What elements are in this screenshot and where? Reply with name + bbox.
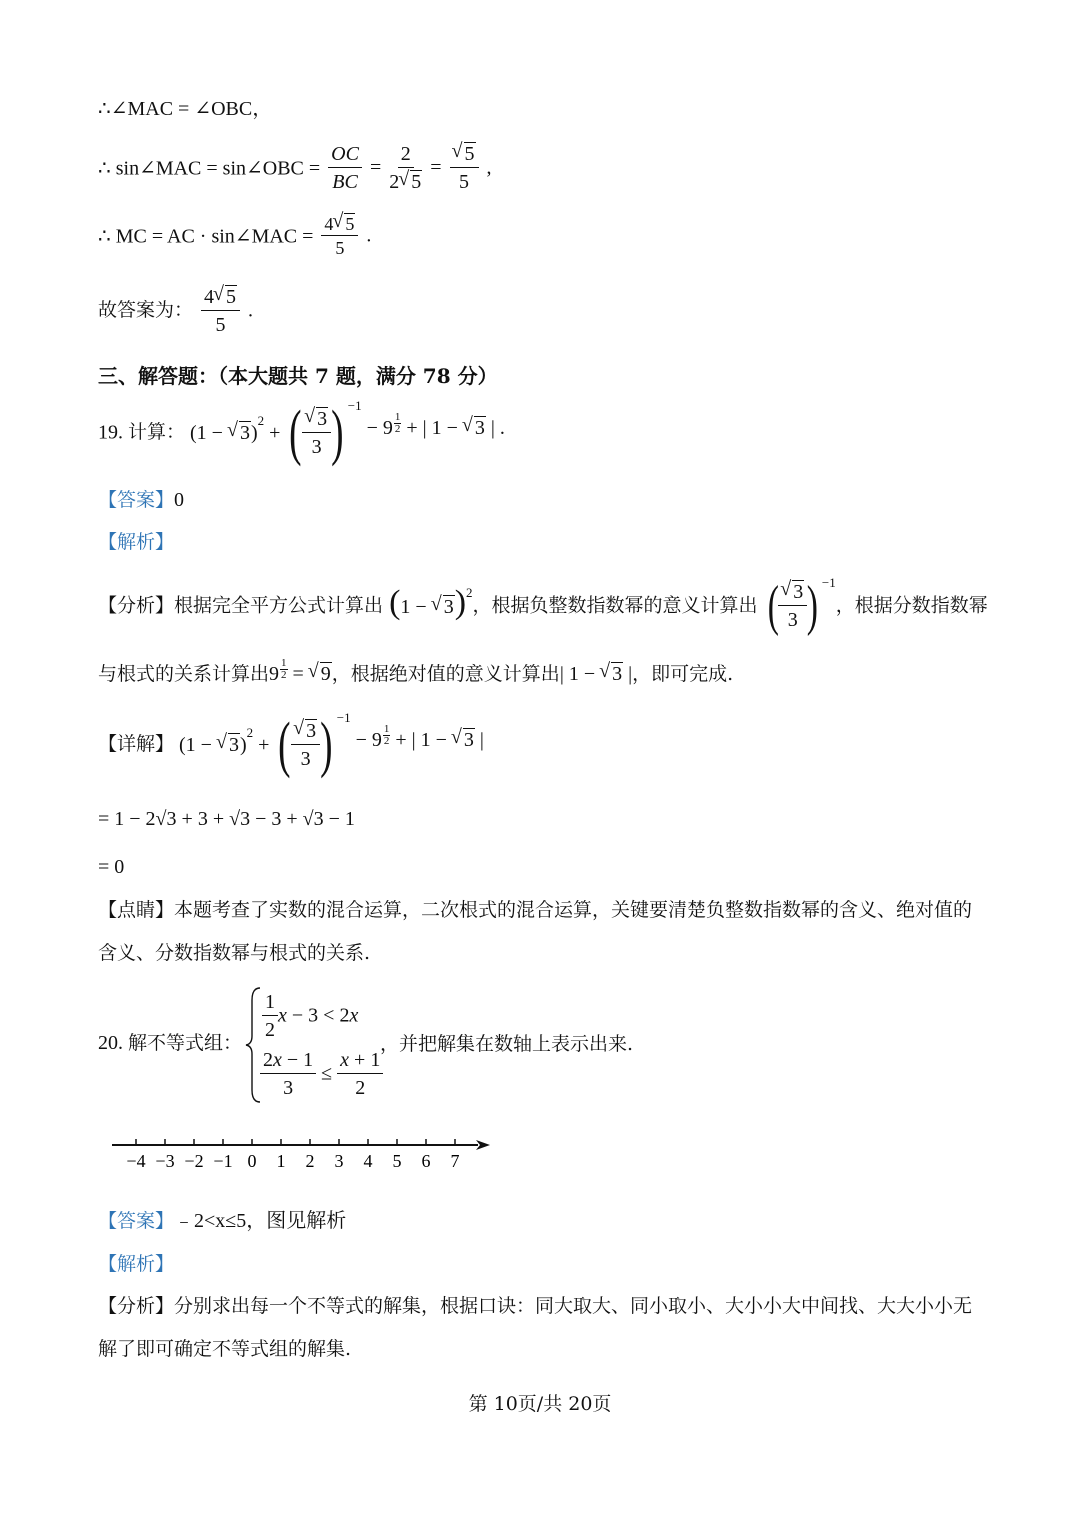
q19-fenxi-tag: 【分析】 (98, 594, 175, 617)
q20-answer-tag: 【答案】 (98, 1210, 175, 1232)
number-line (108, 1132, 498, 1178)
q19-xiangjie: 【详解】 (1 − √ 3)$^2$ + ( √ $\frac{3}{3}$ ) $^{-1}$ − 9 $\frac{1}{2}$ + | 1 − √ 3 | (98, 714, 484, 776)
q19-expression: 19. 计算： (1 − √ 3)$^2$ + ( √ $\frac{3}{3}$ ) $^{-1}$ − 9 $\frac{1}{2}$ + | 1 − √ 3 | . (98, 402, 505, 464)
number-line-tick-label: 6 (421, 1151, 431, 1171)
inequality-1: $\frac{1}{2}$ x − 3 < 2x (262, 990, 358, 1042)
q20-analysis-tag: 【解析】 (98, 1253, 175, 1275)
mc-prefix: ∴ MC = AC · sin∠MAC = (98, 225, 314, 248)
q19-number: 19. (98, 421, 123, 444)
number-line-tick-label: −2 (184, 1151, 204, 1171)
q19-answer-value: 0 (174, 489, 185, 511)
q19-answer-tag: 【答案】 (98, 489, 175, 511)
q20-suffix: ，并把解集在数轴上表示出来. (380, 1033, 634, 1055)
q20-prompt: 解不等式组： (128, 1033, 243, 1054)
number-line-arrow-icon (476, 1140, 490, 1150)
fraction-root5-5: √ $\frac{5}{5}$ (450, 142, 479, 194)
number-line-tick-label: −3 (155, 1151, 175, 1171)
q20-fenxi-tag: 【分析】 (98, 1295, 175, 1317)
q19-dianjing-line1: 【点睛】本题考查了实数的混合运算，二次根式的混合运算，关键要清楚负整数指数幂的含义、绝对值的 (98, 899, 973, 921)
q20-number-prompt (98, 1032, 242, 1056)
page-footer: 第 10页/共 20页 (468, 1393, 612, 1415)
fraction-2-2root5: $\frac{2}{2√ 5}$ (389, 142, 422, 194)
answer-prefix: 故答案为： (98, 300, 194, 321)
q20-fenxi-line1: 【分析】分别求出每一个不等式的解集，根据口诀：同大取大、同小取小、大小小大中间找、大大小小无 (98, 1295, 973, 1317)
q19-xiangjie-tag: 【详解】 (98, 734, 175, 755)
q19-fenxi-line1: 【分析】根据完全平方公式计算出 (1 − √ 3)$^2$，根据负整数指数幂的意义计算出 ( √ $\frac{3}{3}$ ) $^{-1}$，根据分数指数幂 (98, 575, 988, 637)
q19-prompt: 计算： (128, 422, 186, 443)
number-line-tick-label: 1 (276, 1151, 286, 1171)
sin-prefix: ∴ sin∠MAC = sin∠OBC = (98, 157, 321, 180)
q19-answer (98, 488, 184, 512)
q20-number: 20. (98, 1032, 123, 1054)
q19-dianjing-tag: 【点睛】 (98, 899, 175, 921)
number-line-tick-label: 3 (334, 1151, 344, 1171)
inequality-2: $\frac{2x - 1}{3}$ ≤ $\frac{x + 1}{2}$ (260, 1048, 383, 1100)
number-line-tick-label: −4 (126, 1151, 146, 1171)
q20-answer (98, 1209, 346, 1233)
line-angle-equal: ∴∠MAC = ∠OBC， (98, 98, 273, 120)
line-final-answer: 故答案为： $\frac{4√ 5}{5}$ . (98, 285, 253, 337)
number-line-svg (108, 1132, 498, 1178)
fraction-oc-bc: $\frac{OC}{BC}$ (328, 142, 362, 194)
number-line-tick-label: 5 (392, 1151, 402, 1171)
number-line-tick-label: −1 (213, 1151, 233, 1171)
number-line-tick-label: 4 (363, 1151, 373, 1171)
line-sin-equation: ∴ sin∠MAC = sin∠OBC = $\frac{OC}{BC}$ = $\frac{2}{2√ 5}$ = √ $\frac{5}{5}$ , (98, 142, 492, 194)
fraction-answer-4root5-5: $\frac{4√ 5}{5}$ (201, 285, 240, 337)
line-mc-equation: ∴ MC = AC · sin∠MAC = $\frac{4√ 5}{5}$ . (98, 214, 371, 258)
q20-answer-value: ﹣2<x≤5，图见解析 (174, 1210, 347, 1232)
number-line-tick-label: 0 (247, 1151, 257, 1171)
q19-fenxi-line2: 与根式的关系计算出9 $\frac{1}{2}$ = √ 9，根据绝对值的意义计算出| 1 − √ 3 |，即可完成. (98, 662, 733, 695)
section-title: 三、解答题：（本大题共 7 题，满分 78 分） (98, 364, 498, 388)
q19-step1: = 1 − 2√3 + 3 + √3 − 3 + √3 − 1 (98, 808, 355, 830)
q19-step2: = 0 (98, 856, 125, 878)
number-line-tick-label: 7 (450, 1151, 460, 1171)
q19-dianjing-line2: 含义、分数指数幂与根式的关系. (98, 942, 371, 964)
q19-analysis-tag: 【解析】 (98, 531, 175, 553)
fraction-4root5-5: $\frac{4√ 5}{5}$ (321, 214, 358, 258)
number-line-tick-label: 2 (305, 1151, 315, 1171)
q20-fenxi-line2: 解了即可确定不等式组的解集. (98, 1338, 352, 1360)
